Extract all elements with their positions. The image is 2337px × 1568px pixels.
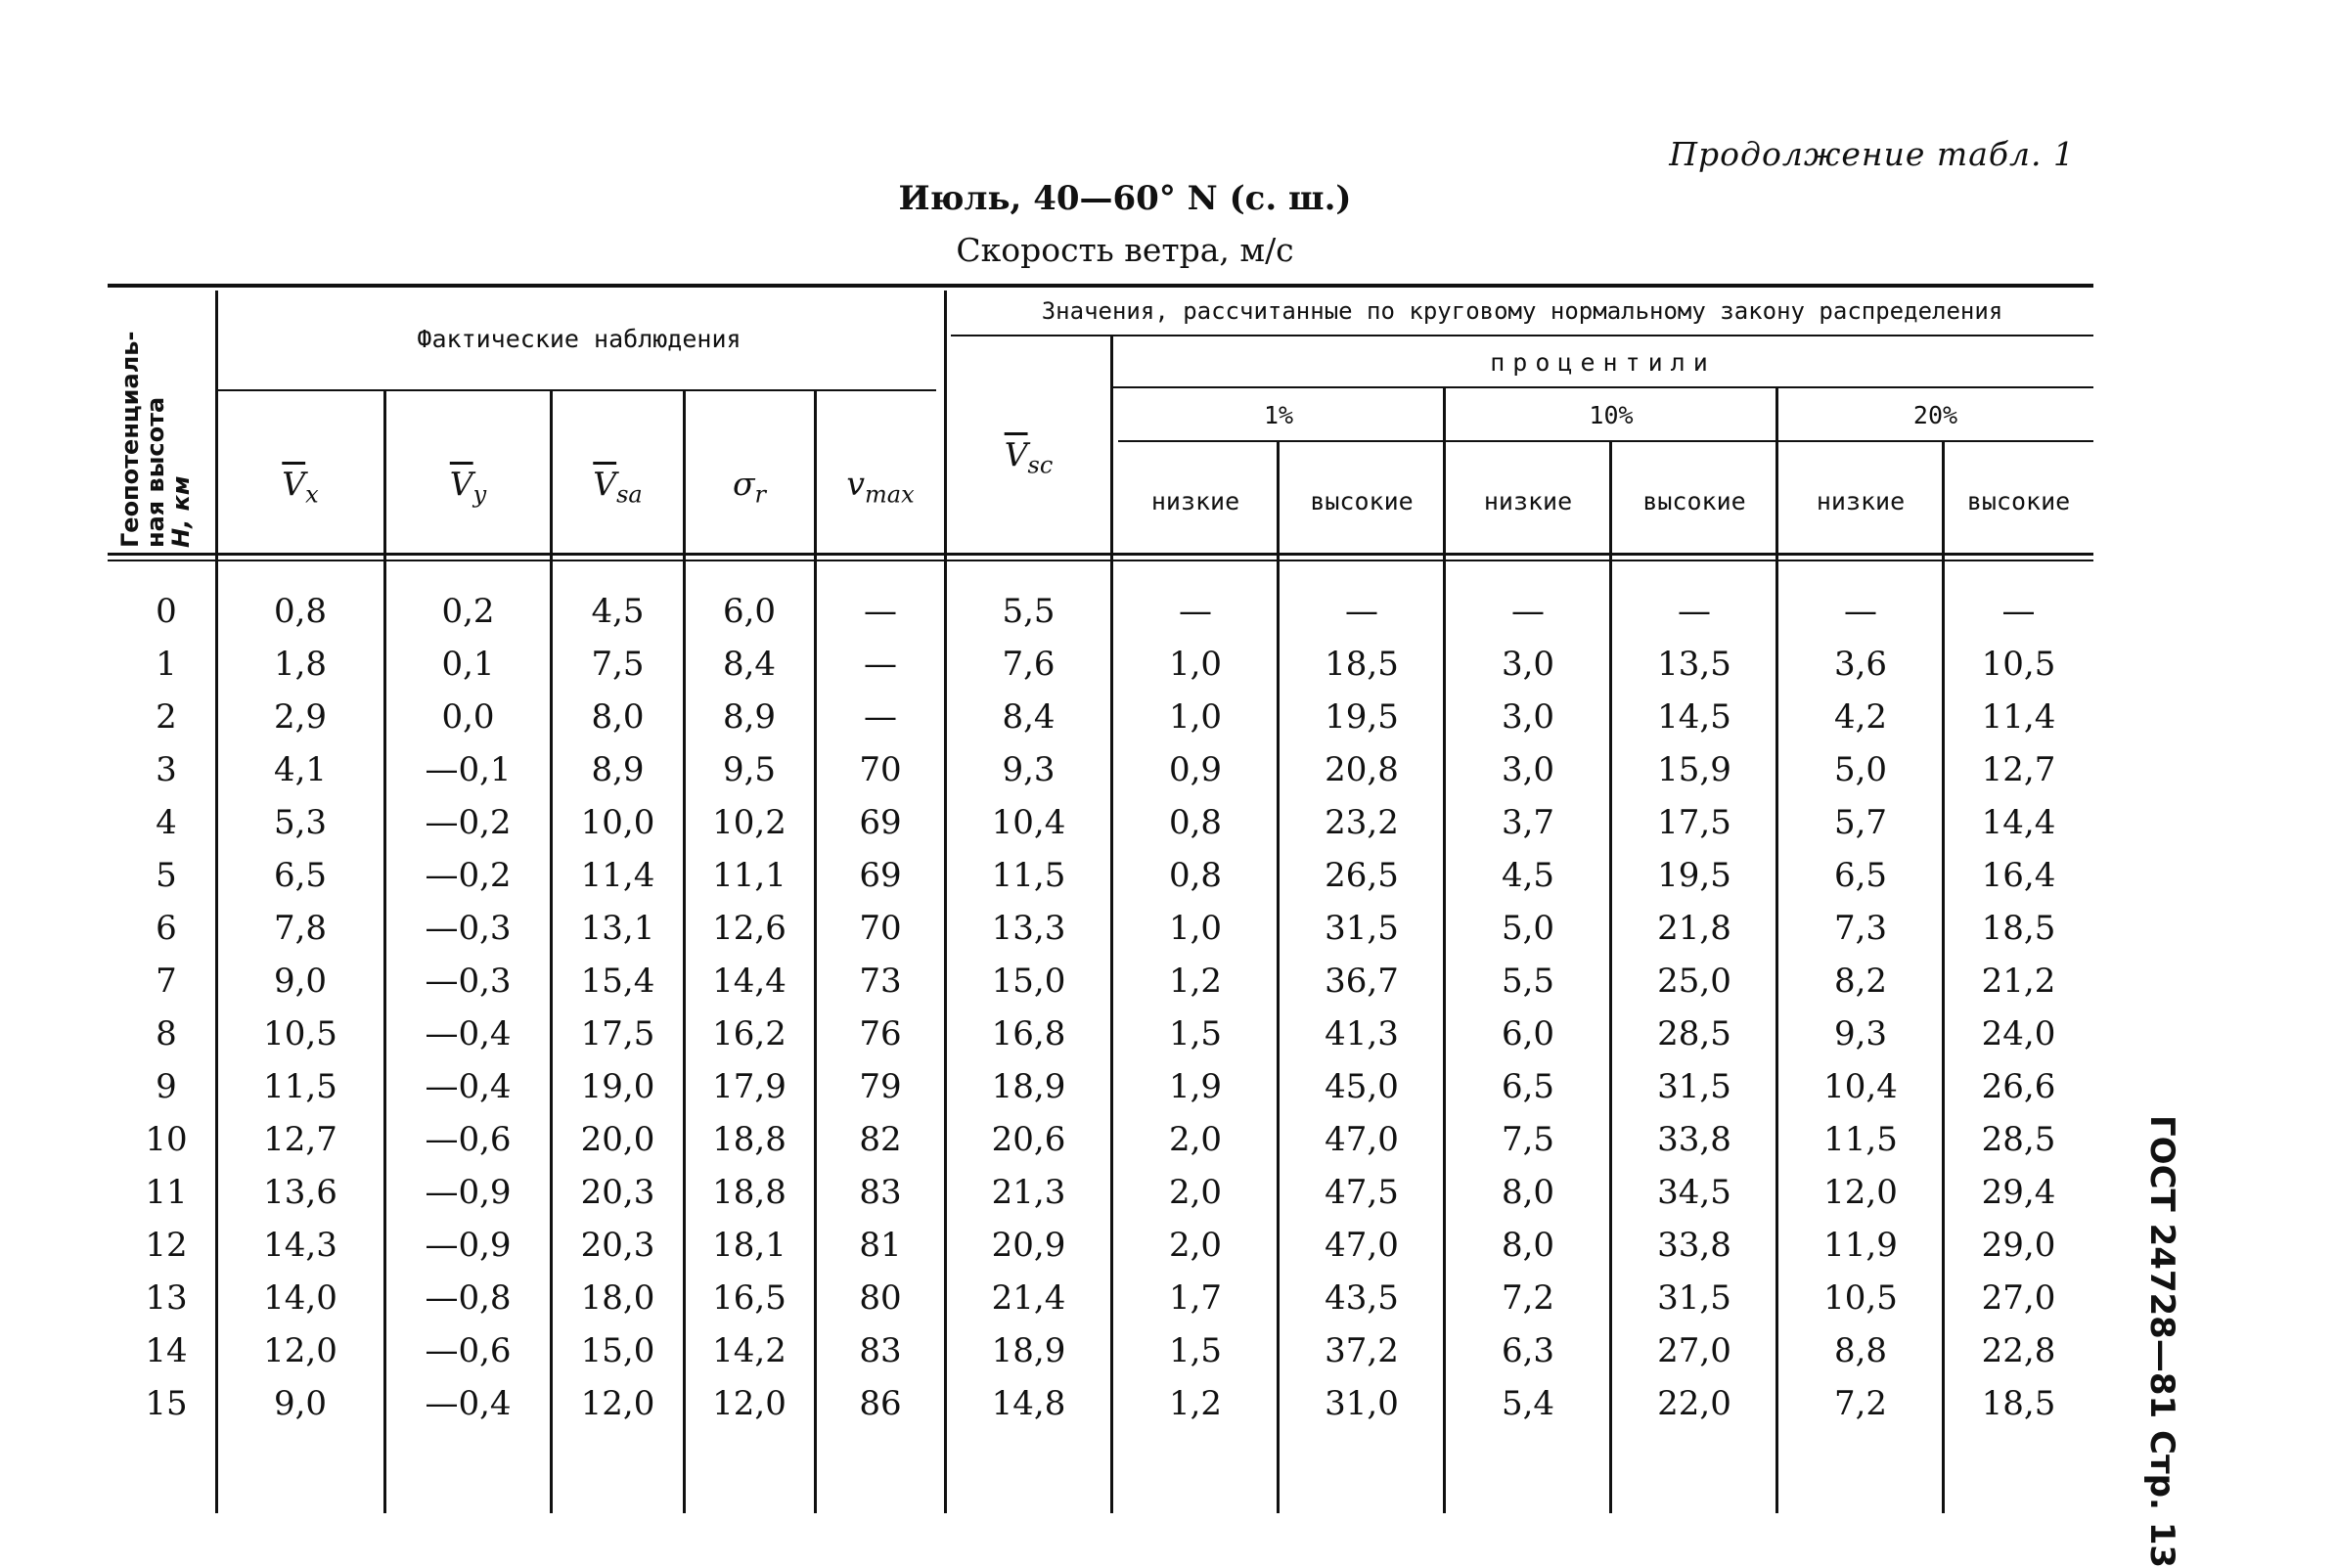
value-cell: 20,8 — [1325, 750, 1399, 789]
value-cell: 18,5 — [1981, 909, 2056, 948]
value-cell: 7,5 — [591, 645, 645, 684]
value-cell: 13,3 — [991, 909, 1066, 948]
table-row — [0, 796, 2152, 849]
value-cell: 10,5 — [263, 1014, 337, 1053]
value-cell: 76 — [859, 1014, 902, 1053]
value-cell: — — [864, 697, 897, 737]
value-cell: 20,3 — [580, 1173, 655, 1212]
value-cell: 20,6 — [991, 1120, 1066, 1159]
value-cell: 1,9 — [1168, 1067, 1223, 1106]
percentiles-header: процентили — [1490, 348, 1716, 377]
value-cell: 73 — [859, 962, 902, 1001]
value-cell: 10,2 — [712, 803, 786, 842]
value-cell: 83 — [859, 1331, 902, 1370]
value-cell: 5,7 — [1833, 803, 1888, 842]
value-cell: —0,2 — [425, 856, 512, 895]
observed-rule — [217, 389, 936, 391]
percentile-10-header: 10% — [1589, 401, 1634, 429]
value-cell: — — [1511, 592, 1545, 631]
height-cell: 0 — [156, 592, 177, 631]
value-cell: 4,5 — [1501, 856, 1555, 895]
height-cell: 3 — [156, 750, 177, 789]
value-cell: 7,2 — [1833, 1384, 1888, 1423]
value-cell: 6,3 — [1501, 1331, 1555, 1370]
value-cell: 17,5 — [1657, 803, 1731, 842]
value-cell: 1,2 — [1168, 1384, 1223, 1423]
value-cell: 8,4 — [1002, 697, 1056, 737]
top-rule — [108, 284, 2093, 288]
value-cell: 22,0 — [1657, 1384, 1731, 1423]
value-cell: 4,5 — [591, 592, 645, 631]
height-cell: 15 — [145, 1384, 188, 1423]
value-cell: 80 — [859, 1278, 902, 1318]
vmax-header: $v_{max}$ — [846, 465, 915, 509]
p20-low-header: низкие — [1816, 487, 1906, 515]
value-cell: 14,3 — [263, 1226, 337, 1265]
value-cell: 12,7 — [1981, 750, 2056, 789]
value-cell: 8,0 — [591, 697, 645, 737]
value-cell: 5,0 — [1501, 909, 1555, 948]
height-cell: 14 — [145, 1331, 188, 1370]
value-cell: 17,5 — [580, 1014, 655, 1053]
value-cell: —0,4 — [425, 1067, 512, 1106]
value-cell: 9,0 — [273, 1384, 328, 1423]
computed-header: Значения, рассчитанные по круговому нормальному закону распределения — [1041, 297, 2003, 325]
value-cell: 6,0 — [1501, 1014, 1555, 1053]
value-cell: 11,5 — [1823, 1120, 1898, 1159]
value-cell: 0,8 — [273, 592, 328, 631]
value-cell: 9,0 — [273, 962, 328, 1001]
vy-header: $\overline{V}_y$ — [449, 465, 487, 509]
value-cell: 15,0 — [580, 1331, 655, 1370]
value-cell: 4,2 — [1833, 697, 1888, 737]
value-cell: —0,4 — [425, 1384, 512, 1423]
height-cell: 4 — [156, 803, 177, 842]
value-cell: 34,5 — [1657, 1173, 1731, 1212]
value-cell: 31,5 — [1325, 909, 1399, 948]
table-row — [0, 1219, 2152, 1272]
value-cell: 8,9 — [722, 697, 777, 737]
value-cell: 20,9 — [991, 1226, 1066, 1265]
value-cell: 8,9 — [591, 750, 645, 789]
value-cell: 13,1 — [580, 909, 655, 948]
value-cell: 7,5 — [1501, 1120, 1555, 1159]
value-cell: 0,2 — [441, 592, 495, 631]
value-cell: 27,0 — [1981, 1278, 2056, 1318]
value-cell: 9,5 — [722, 750, 777, 789]
height-cell: 2 — [156, 697, 177, 737]
height-cell: 7 — [156, 962, 177, 1001]
table-row — [0, 1008, 2152, 1060]
value-cell: 2,0 — [1168, 1226, 1223, 1265]
value-cell: —0,8 — [425, 1278, 512, 1318]
sigma-r-header: $\sigma_r$ — [732, 465, 766, 509]
vx-header: $\overline{V}_x$ — [282, 465, 319, 509]
value-cell: 1,8 — [273, 645, 328, 684]
table-row — [0, 1377, 2152, 1430]
value-cell: 1,5 — [1168, 1014, 1223, 1053]
p20-high-header: высокие — [1966, 487, 2071, 515]
value-cell: 26,6 — [1981, 1067, 2056, 1106]
value-cell: 3,7 — [1501, 803, 1555, 842]
value-cell: 16,5 — [712, 1278, 786, 1318]
value-cell: —0,2 — [425, 803, 512, 842]
value-cell: — — [864, 592, 897, 631]
height-column-header: Геопотенциаль- ная высота H, км — [116, 331, 195, 548]
value-cell: 16,4 — [1981, 856, 2056, 895]
height-cell: 6 — [156, 909, 177, 948]
value-cell: 3,0 — [1501, 645, 1555, 684]
table-row — [0, 1166, 2152, 1219]
percentile-rule — [1111, 386, 2093, 388]
side-page-label: ГОСТ 24728—81 Стр. 13 — [2142, 1115, 2181, 1568]
value-cell: 12,6 — [712, 909, 786, 948]
table-row — [0, 955, 2152, 1008]
value-cell: 18,8 — [712, 1120, 786, 1159]
value-cell: 10,5 — [1823, 1278, 1898, 1318]
value-cell: 41,3 — [1325, 1014, 1399, 1053]
observed-header: Фактические наблюдения — [417, 325, 742, 353]
value-cell: 18,5 — [1325, 645, 1399, 684]
value-cell: 43,5 — [1325, 1278, 1399, 1318]
value-cell: 7,8 — [273, 909, 328, 948]
value-cell: 8,0 — [1501, 1173, 1555, 1212]
percentile-1-header: 1% — [1263, 401, 1294, 429]
value-cell: 12,0 — [712, 1384, 786, 1423]
value-cell: 33,8 — [1657, 1226, 1731, 1265]
value-cell: 18,8 — [712, 1173, 786, 1212]
height-cell: 10 — [145, 1120, 188, 1159]
header-bottom-rule-1 — [108, 553, 2093, 556]
value-cell: 33,8 — [1657, 1120, 1731, 1159]
value-cell: 18,5 — [1981, 1384, 2056, 1423]
value-cell: 0,9 — [1168, 750, 1223, 789]
value-cell: 10,0 — [580, 803, 655, 842]
value-cell: 10,5 — [1981, 645, 2056, 684]
value-cell: 8,0 — [1501, 1226, 1555, 1265]
value-cell: 70 — [859, 909, 902, 948]
height-cell: 5 — [156, 856, 177, 895]
height-cell: 13 — [145, 1278, 188, 1318]
value-cell: 18,0 — [580, 1278, 655, 1318]
value-cell: 28,5 — [1657, 1014, 1731, 1053]
value-cell: —0,9 — [425, 1173, 512, 1212]
table-row — [0, 849, 2152, 902]
value-cell: 11,1 — [712, 856, 786, 895]
value-cell: 14,0 — [263, 1278, 337, 1318]
table-row — [0, 585, 2152, 638]
value-cell: 1,0 — [1168, 697, 1223, 737]
value-cell: 8,8 — [1833, 1331, 1888, 1370]
value-cell: 25,0 — [1657, 962, 1731, 1001]
value-cell: 5,3 — [273, 803, 328, 842]
value-cell: 31,5 — [1657, 1067, 1731, 1106]
value-cell: —0,1 — [425, 750, 512, 789]
value-cell: 27,0 — [1657, 1331, 1731, 1370]
height-cell: 12 — [145, 1226, 188, 1265]
value-cell: 3,0 — [1501, 750, 1555, 789]
value-cell: —0,9 — [425, 1226, 512, 1265]
table-title: Июль, 40—60° N (с. ш.) — [898, 179, 1352, 218]
value-cell: 29,0 — [1981, 1226, 2056, 1265]
value-cell: 0,0 — [441, 697, 495, 737]
table-row — [0, 638, 2152, 691]
value-cell: 1,7 — [1168, 1278, 1223, 1318]
value-cell: 2,0 — [1168, 1120, 1223, 1159]
table-row — [0, 1272, 2152, 1324]
p10-high-header: высокие — [1642, 487, 1746, 515]
table-row — [0, 691, 2152, 743]
value-cell: 21,8 — [1657, 909, 1731, 948]
value-cell: 12,0 — [580, 1384, 655, 1423]
value-cell: 31,5 — [1657, 1278, 1731, 1318]
value-cell: —0,6 — [425, 1331, 512, 1370]
value-cell: 19,5 — [1657, 856, 1731, 895]
value-cell: 14,4 — [712, 962, 786, 1001]
value-cell: 21,2 — [1981, 962, 2056, 1001]
p10-low-header: низкие — [1483, 487, 1573, 515]
value-cell: 86 — [859, 1384, 902, 1423]
value-cell: 12,0 — [263, 1331, 337, 1370]
value-cell: 81 — [859, 1226, 902, 1265]
value-cell: 83 — [859, 1173, 902, 1212]
table-row — [0, 743, 2152, 796]
value-cell: 16,2 — [712, 1014, 786, 1053]
value-cell: —0,3 — [425, 909, 512, 948]
value-cell: 7,2 — [1501, 1278, 1555, 1318]
value-cell: 10,4 — [991, 803, 1066, 842]
value-cell: 13,6 — [263, 1173, 337, 1212]
value-cell: 8,4 — [722, 645, 777, 684]
value-cell: 47,0 — [1325, 1226, 1399, 1265]
value-cell: 2,0 — [1168, 1173, 1223, 1212]
value-cell: 47,0 — [1325, 1120, 1399, 1159]
value-cell: 22,8 — [1981, 1331, 2056, 1370]
value-cell: 5,5 — [1501, 962, 1555, 1001]
value-cell: 15,9 — [1657, 750, 1731, 789]
value-cell: — — [1678, 592, 1711, 631]
value-cell: 18,9 — [991, 1331, 1066, 1370]
value-cell: 7,3 — [1833, 909, 1888, 948]
value-cell: 12,0 — [1823, 1173, 1898, 1212]
vsc-header: $\overline{V}_{sc}$ — [1004, 435, 1054, 479]
value-cell: 70 — [859, 750, 902, 789]
height-cell: 11 — [145, 1173, 188, 1212]
value-cell: — — [1844, 592, 1877, 631]
value-cell: 0,1 — [441, 645, 495, 684]
height-cell: 1 — [156, 645, 177, 684]
value-cell: 29,4 — [1981, 1173, 2056, 1212]
value-cell: 6,5 — [1833, 856, 1888, 895]
value-cell: 15,4 — [580, 962, 655, 1001]
value-cell: 15,0 — [991, 962, 1066, 1001]
value-cell: 13,5 — [1657, 645, 1731, 684]
value-cell: 14,4 — [1981, 803, 2056, 842]
value-cell: 5,0 — [1833, 750, 1888, 789]
value-cell: 3,6 — [1833, 645, 1888, 684]
value-cell: —0,3 — [425, 962, 512, 1001]
value-cell: 19,0 — [580, 1067, 655, 1106]
computed-rule — [951, 335, 2093, 336]
value-cell: 19,5 — [1325, 697, 1399, 737]
value-cell: 21,3 — [991, 1173, 1066, 1212]
value-cell: 5,5 — [1002, 592, 1056, 631]
value-cell: 12,7 — [263, 1120, 337, 1159]
value-cell: 8,2 — [1833, 962, 1888, 1001]
value-cell: 0,8 — [1168, 803, 1223, 842]
value-cell: 37,2 — [1325, 1331, 1399, 1370]
value-cell: 6,0 — [722, 592, 777, 631]
value-cell: 1,0 — [1168, 645, 1223, 684]
value-cell: 9,3 — [1002, 750, 1056, 789]
value-cell: 14,2 — [712, 1331, 786, 1370]
value-cell: — — [2001, 592, 2036, 631]
value-cell: 5,4 — [1501, 1384, 1555, 1423]
value-cell: 14,5 — [1657, 697, 1731, 737]
value-cell: 7,6 — [1002, 645, 1056, 684]
value-cell: 45,0 — [1325, 1067, 1399, 1106]
height-cell: 8 — [156, 1014, 177, 1053]
p1-high-header: высокие — [1310, 487, 1414, 515]
value-cell: 6,5 — [1501, 1067, 1555, 1106]
value-cell: 11,5 — [991, 856, 1066, 895]
value-cell: 14,8 — [991, 1384, 1066, 1423]
table-subtitle: Скорость ветра, м/с — [956, 231, 1294, 269]
value-cell: 26,5 — [1325, 856, 1399, 895]
vsa-header: $\overline{V}_{sa}$ — [593, 465, 643, 509]
pct-group-rule — [1118, 440, 2093, 442]
value-cell: 23,2 — [1325, 803, 1399, 842]
value-cell: 17,9 — [712, 1067, 786, 1106]
value-cell: 11,9 — [1823, 1226, 1898, 1265]
value-cell: 20,3 — [580, 1226, 655, 1265]
percentile-20-header: 20% — [1912, 401, 1958, 429]
value-cell: 20,0 — [580, 1120, 655, 1159]
value-cell: —0,4 — [425, 1014, 512, 1053]
value-cell: 21,4 — [991, 1278, 1066, 1318]
value-cell: 69 — [859, 803, 902, 842]
value-cell: 4,1 — [273, 750, 328, 789]
value-cell: 18,1 — [712, 1226, 786, 1265]
value-cell: — — [1345, 592, 1378, 631]
value-cell: 10,4 — [1823, 1067, 1898, 1106]
continuation-label: Продолжение табл. 1 — [1669, 135, 2075, 173]
value-cell: —0,6 — [425, 1120, 512, 1159]
value-cell: 24,0 — [1981, 1014, 2056, 1053]
value-cell: 3,0 — [1501, 697, 1555, 737]
value-cell: 11,4 — [580, 856, 655, 895]
table-row — [0, 1324, 2152, 1377]
value-cell: 1,0 — [1168, 909, 1223, 948]
value-cell: — — [1179, 592, 1212, 631]
value-cell: 6,5 — [273, 856, 328, 895]
value-cell: 11,4 — [1981, 697, 2056, 737]
value-cell: 9,3 — [1833, 1014, 1888, 1053]
value-cell: 47,5 — [1325, 1173, 1399, 1212]
header-bottom-rule-2 — [108, 560, 2093, 561]
value-cell: 1,5 — [1168, 1331, 1223, 1370]
table-row — [0, 902, 2152, 955]
height-cell: 9 — [156, 1067, 177, 1106]
value-cell: 11,5 — [263, 1067, 337, 1106]
value-cell: 36,7 — [1325, 962, 1399, 1001]
value-cell: 1,2 — [1168, 962, 1223, 1001]
value-cell: 69 — [859, 856, 902, 895]
value-cell: — — [864, 645, 897, 684]
value-cell: 18,9 — [991, 1067, 1066, 1106]
value-cell: 28,5 — [1981, 1120, 2056, 1159]
value-cell: 82 — [859, 1120, 902, 1159]
value-cell: 0,8 — [1168, 856, 1223, 895]
p1-low-header: низкие — [1150, 487, 1240, 515]
value-cell: 2,9 — [273, 697, 328, 737]
value-cell: 16,8 — [991, 1014, 1066, 1053]
table-row — [0, 1060, 2152, 1113]
value-cell: 79 — [859, 1067, 902, 1106]
value-cell: 31,0 — [1325, 1384, 1399, 1423]
table-row — [0, 1113, 2152, 1166]
